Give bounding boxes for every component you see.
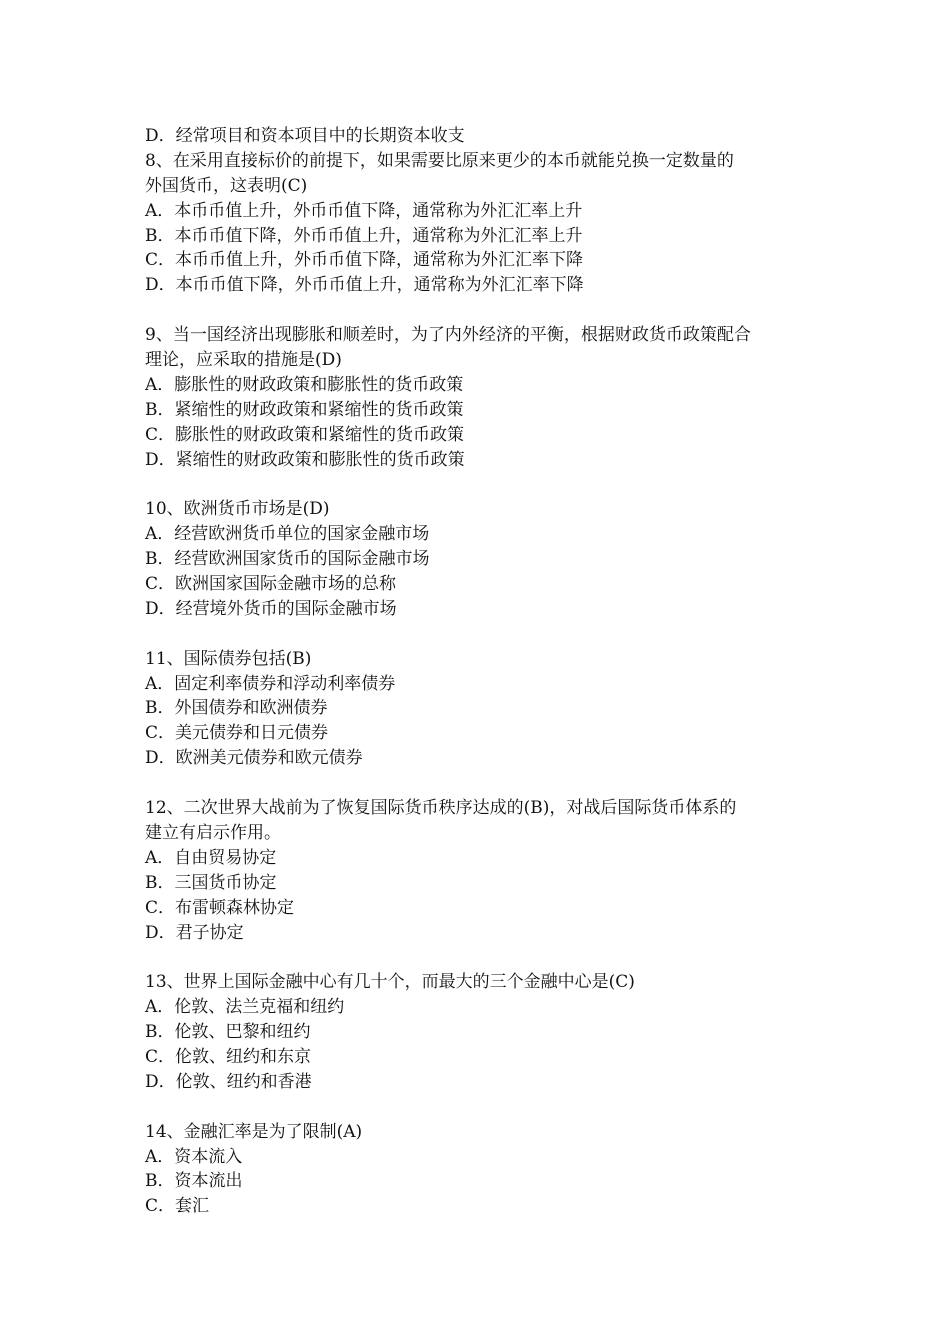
option-line: C．本币币值上升，外币币值下降，通常称为外汇汇率下降 bbox=[145, 250, 584, 271]
option-line: A．本币币值上升，外币币值下降，通常称为外汇汇率上升 bbox=[145, 200, 583, 221]
question-stem: 理论，应采取的措施是(D) bbox=[145, 350, 342, 371]
option-line: C．欧洲国家国际金融市场的总称 bbox=[145, 574, 397, 595]
option-line: C．美元债券和日元债券 bbox=[145, 723, 329, 744]
option-line: B．外国债券和欧洲债券 bbox=[145, 698, 328, 719]
option-line: C．套汇 bbox=[145, 1196, 210, 1217]
fragment-block bbox=[145, 124, 835, 149]
question-stem: 8、在采用直接标价的前提下，如果需要比原来更少的本币就能兑换一定数量的 bbox=[145, 150, 734, 171]
option-line: D．君子协定 bbox=[145, 922, 244, 943]
option-line: B．资本流出 bbox=[145, 1171, 243, 1192]
option-line: B．伦敦、巴黎和纽约 bbox=[145, 1022, 311, 1043]
question-stem: 9、当一国经济出现膨胀和顺差时，为了内外经济的平衡，根据财政货币政策配合 bbox=[145, 325, 751, 346]
option-line: B．经营欧洲国家货币的国际金融市场 bbox=[145, 549, 430, 570]
question-stem: 外国货币，这表明(C) bbox=[145, 175, 308, 196]
document-page bbox=[145, 124, 835, 1219]
option-line: B．紧缩性的财政政策和紧缩性的货币政策 bbox=[145, 399, 464, 420]
question-stem: 11、国际债券包括(B) bbox=[145, 648, 312, 669]
option-line: A．膨胀性的财政政策和膨胀性的货币政策 bbox=[145, 374, 464, 395]
option-line: A．自由贸易协定 bbox=[145, 847, 277, 868]
question-10 bbox=[145, 497, 835, 621]
question-13 bbox=[145, 970, 835, 1094]
option-line: C．膨胀性的财政政策和紧缩性的货币政策 bbox=[145, 424, 465, 445]
question-stem: 建立有启示作用。 bbox=[145, 822, 281, 843]
option-line: D．欧洲美元债券和欧元债券 bbox=[145, 748, 363, 769]
question-stem: 10、欧洲货币市场是(D) bbox=[145, 499, 330, 520]
option-line: D．伦敦、纽约和香港 bbox=[145, 1071, 312, 1092]
option-line: C．伦敦、纽约和东京 bbox=[145, 1046, 312, 1067]
option-line: A．资本流入 bbox=[145, 1146, 243, 1167]
question-11 bbox=[145, 647, 835, 771]
question-stem: 12、二次世界大战前为了恢复国际货币秩序达成的(B)，对战后国际货币体系的 bbox=[145, 798, 737, 819]
option-line: D．经营境外货币的国际金融市场 bbox=[145, 598, 397, 619]
option-line: D．紧缩性的财政政策和膨胀性的货币政策 bbox=[145, 449, 465, 470]
option-line: D．本币币值下降，外币币值上升，通常称为外汇汇率下降 bbox=[145, 275, 584, 296]
question-8 bbox=[145, 149, 835, 298]
question-stem: 13、世界上国际金融中心有几十个，而最大的三个金融中心是(C) bbox=[145, 972, 635, 993]
option-line: A．经营欧洲货币单位的国家金融市场 bbox=[145, 524, 430, 545]
question-stem: 14、金融汇率是为了限制(A) bbox=[145, 1121, 363, 1142]
question-9 bbox=[145, 323, 835, 472]
option-line: B．本币币值下降，外币币值上升，通常称为外汇汇率上升 bbox=[145, 225, 583, 246]
question-12 bbox=[145, 796, 835, 945]
question-14 bbox=[145, 1120, 835, 1220]
option-line: D．经常项目和资本项目中的长期资本收支 bbox=[145, 126, 465, 146]
option-line: A．固定利率债券和浮动利率债券 bbox=[145, 673, 396, 694]
option-line: C．布雷顿森林协定 bbox=[145, 897, 295, 918]
option-line: B．三国货币协定 bbox=[145, 872, 277, 893]
option-line: A．伦敦、法兰克福和纽约 bbox=[145, 997, 345, 1018]
